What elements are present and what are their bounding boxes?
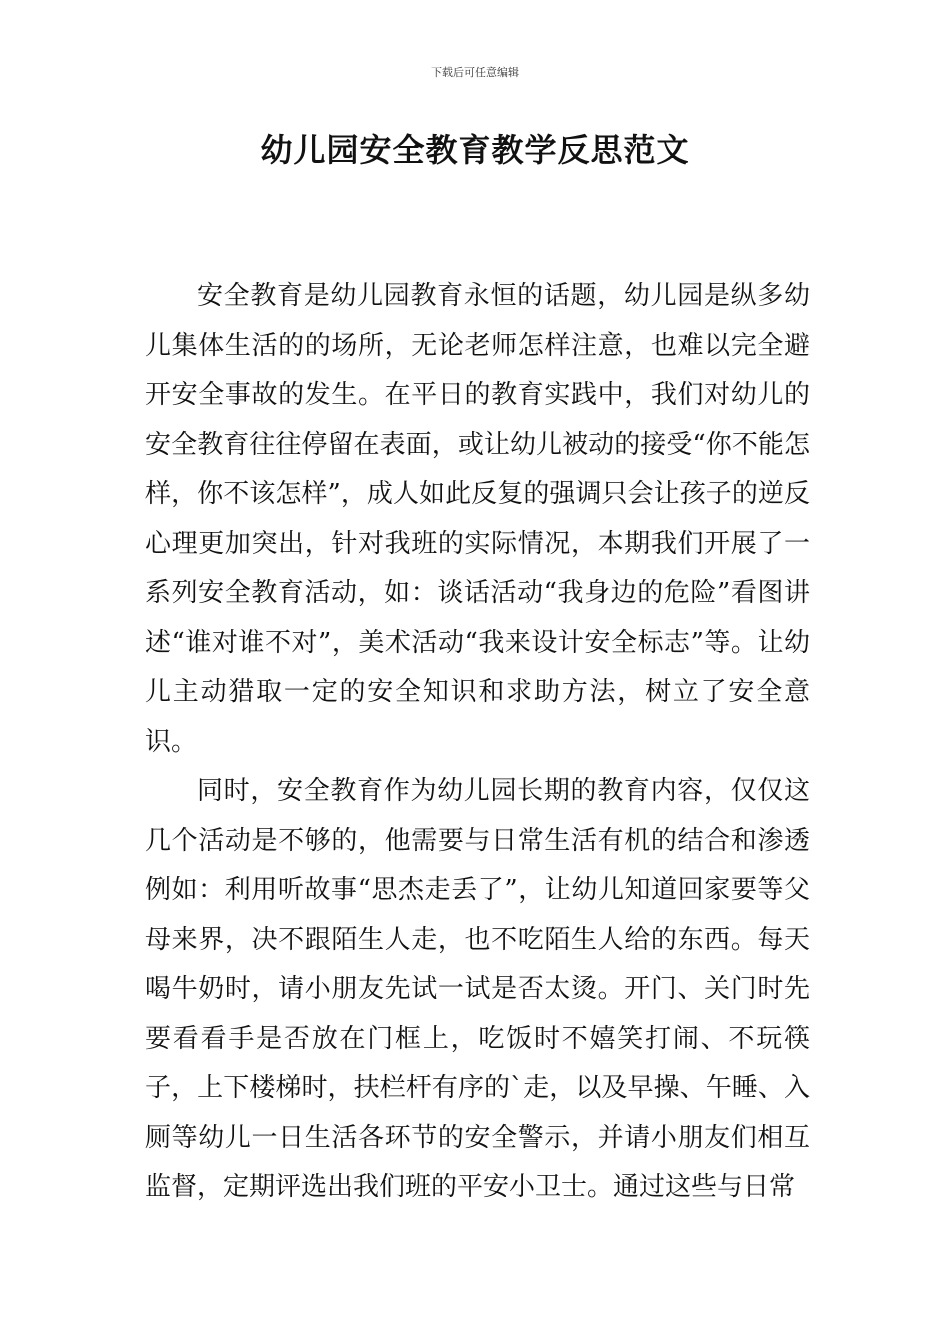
paragraph-2: 同时，安全教育作为幼儿园长期的教育内容，仅仅这几个活动是不够的，他需要与日常生活有机的结合和渗透例如：利用听故事“思杰走丢了”，让幼儿知道回家要等父母来界，决不跟陌生人走，也不吃陌生人给的东西。每天喝牛奶时，请小朋友先试一试是否太烫。开门、关门时先要看看手是否放在门框上，吃饭时不嬉笑打闹、不玩筷子，上下楼梯时，扶栏杆有序的`走，以及早操、午睡、入厕等幼儿一日生活各环节的安全警示，并请小朋友们相互监督，定期评选出我们班的平安小卫士。通过这些与日常 bbox=[145, 776, 810, 1202]
document-title: 幼儿园安全教育教学反思范文 bbox=[260, 131, 690, 169]
paragraph-1: 安全教育是幼儿园教育永恒的话题，幼儿园是纵多幼儿集体生活的的场所，无论老师怎样注意，也难以完全避开安全事故的发生。在平日的教育实践中，我们对幼儿的安全教育往往停留在表面，或让幼儿被动的接受“你不能怎样，你不该怎样”，成人如此反复的强调只会让孩子的逆反心理更加突出，针对我班的实际情况，本期我们开展了一系列安全教育活动，如：谈话活动“我身边的危险”看图讲述“谁对谁不对”，美术活动“我来设计安全标志”等。让幼儿主动猎取一定的安全知识和求助方法，树立了安全意识。 bbox=[145, 281, 810, 757]
header-note: 下载后可任意编辑 bbox=[431, 66, 519, 79]
document-body bbox=[145, 272, 810, 1213]
